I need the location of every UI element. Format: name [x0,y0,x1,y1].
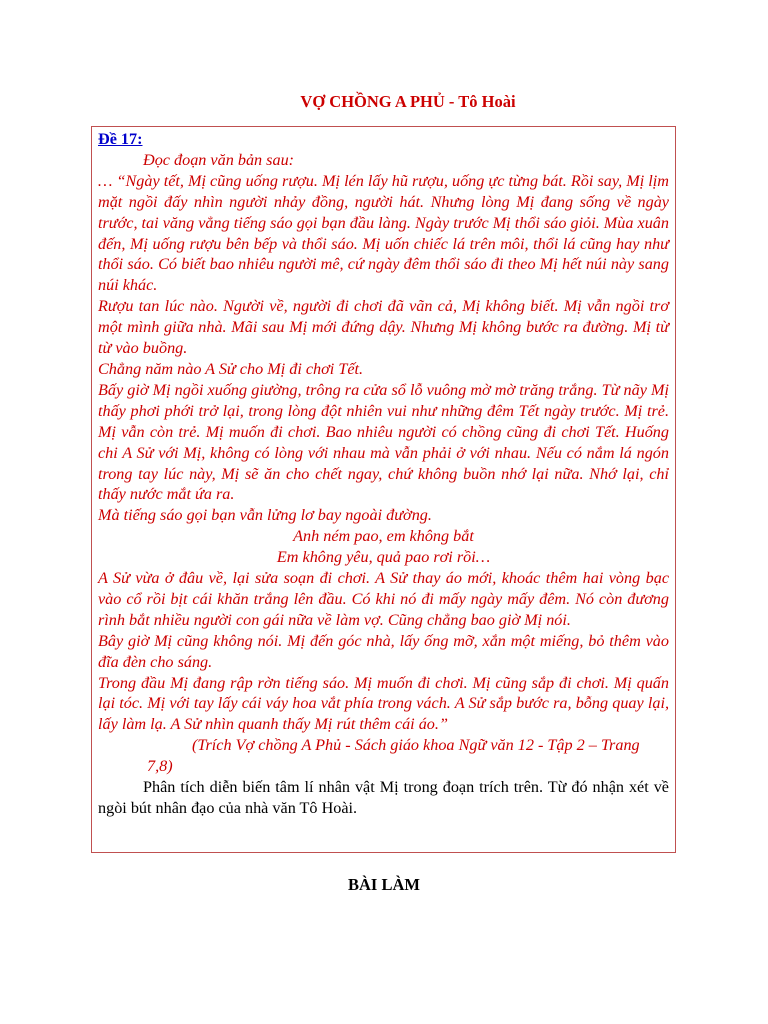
passage-paragraph: … “Ngày tết, Mị cũng uống rượu. Mị lén lấy hũ rượu, uống ực từng bát. Rồi say, Mị lịm mặt ngồi đấy nhìn người nhảy đồng, người hát. Nhưng lòng Mị đang sống về ngày trước, tai văng vẳng tiếng sáo gọi bạn đầu làng. Ngày trước Mị thổi sáo giỏi. Mùa xuân đến, Mị uống rượu bên bếp và thổi sáo. Mị uốn chiếc lá trên môi, thổi lá cũng hay như thổi sáo. Có biết bao nhiêu người mê, cứ ngày đêm thổi sáo đi theo Mị hết núi này sang núi khác. [98,171,669,295]
passage-paragraph: Bấy giờ Mị ngồi xuống giường, trông ra cửa sổ lỗ vuông mờ mờ trăng trắng. Từ nãy Mị thấy phơi phới trở lại, trong lòng đột nhiên vui như những đêm Tết ngày trước. Mị trẻ. Mị vẫn còn trẻ. Mị muốn đi chơi. Bao nhiêu người có chồng cũng đi chơi Tết. Huống chi A Sử với Mị, không có lòng với nhau mà vẫn phải ở với nhau. Nếu có nắm lá ngón trong tay lúc này, Mị sẽ ăn cho chết ngay, chứ không buồn nhớ lại nữa. Nhớ lại, chỉ thấy nước mắt ứa ra. [98,380,669,504]
exercise-box [91,126,676,853]
passage-paragraph: Chẳng năm nào A Sử cho Mị đi chơi Tết. [98,359,364,378]
answer-heading: BÀI LÀM [348,875,420,894]
document-title: VỢ CHỒNG A PHỦ - Tô Hoài [300,92,516,111]
task-prompt: Phân tích diễn biến tâm lí nhân vật Mị trong đoạn trích trên. Từ đó nhận xét về ngòi bút nhân đạo của nhà văn Tô Hoài. [98,778,669,817]
song-line: Anh ném pao, em không bắt [293,527,474,546]
intro-text: Đọc đoạn văn bản sau: [143,150,295,169]
passage-paragraph: Rượu tan lúc nào. Người về, người đi chơi đã vãn cả, Mị không biết. Mị vẫn ngồi trơ một mình giữa nhà. Mãi sau Mị mới đứng dậy. Nhưng Mị không bước ra đường. Mị từ từ vào buồng. [98,297,669,358]
source-citation: (Trích Vợ chồng A Phủ - Sách giáo khoa Ngữ văn 12 - Tập 2 – Trang 7,8) [147,736,640,776]
exercise-label: Đề 17: [98,130,143,148]
passage-paragraph: Bây giờ Mị cũng không nói. Mị đến góc nhà, lấy ống mỡ, xắn một miếng, bỏ thêm vào đĩa đèn cho sáng. [98,631,669,671]
passage-paragraph: Mà tiếng sáo gọi bạn vẫn lửng lơ bay ngoài đường. [98,506,432,525]
song-line: Em không yêu, quả pao rơi rồi… [276,548,491,567]
passage-paragraph: Trong đầu Mị đang rập rờn tiếng sáo. Mị muốn đi chơi. Mị cũng sắp đi chơi. Mị quấn lại tóc. Mị với tay lấy cái váy hoa vắt phía trong vách. A Sử sắp bước ra, bỗng quay lại, lấy làm lạ. A Sử nhìn quanh thấy Mị rút thêm cái áo.” [98,673,669,734]
passage-paragraph: A Sử vừa ở đâu về, lại sửa soạn đi chơi. A Sử thay áo mới, khoác thêm hai vòng bạc vào cổ rồi bịt cái khăn trắng lên đầu. Có khi nó đi mấy ngày mấy đêm. Nó còn đương rình bắt nhiều người con gái nữa về làm vợ. Cũng chẳng bao giờ Mị nói. [98,569,669,629]
